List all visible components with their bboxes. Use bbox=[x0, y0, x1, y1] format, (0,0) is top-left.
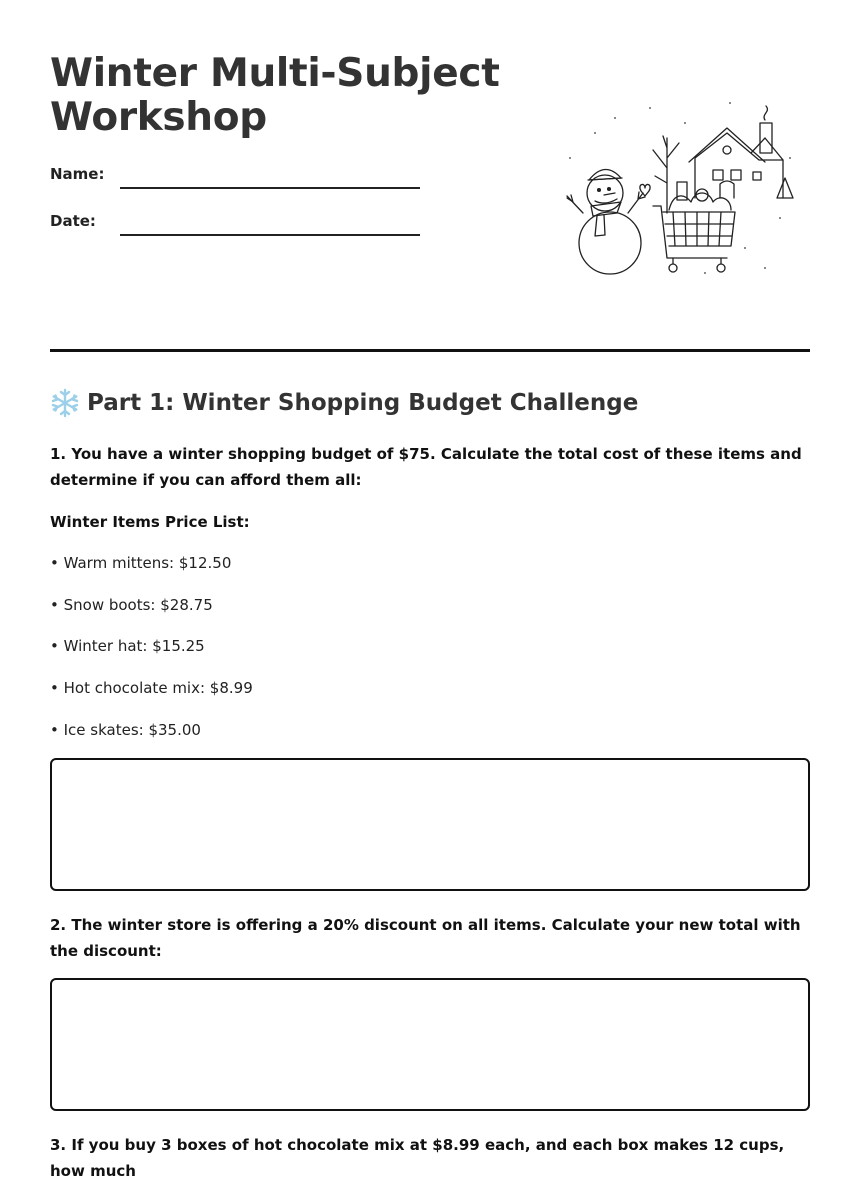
price-list-item: • Warm mittens: $12.50 bbox=[50, 554, 232, 572]
snowman-icon bbox=[567, 169, 650, 274]
answer-box-question-2[interactable] bbox=[50, 978, 810, 1111]
snow-dots-icon bbox=[569, 102, 791, 274]
date-label: Date: bbox=[50, 212, 96, 230]
answer-box-question-1[interactable] bbox=[50, 758, 810, 891]
section-heading-text: Part 1: Winter Shopping Budget Challenge bbox=[87, 390, 639, 416]
price-list-title: Winter Items Price List: bbox=[50, 513, 250, 531]
bare-tree-icon bbox=[653, 136, 679, 213]
price-list-item: • Winter hat: $15.25 bbox=[50, 637, 205, 655]
title-line-1: Winter Multi-Subject bbox=[50, 51, 500, 96]
question-3: 3. If you buy 3 boxes of hot chocolate mix at $8.99 each, and each box makes 12 cups, how much bbox=[50, 1136, 785, 1180]
winter-scene-illustration bbox=[555, 98, 800, 283]
price-list-item: • Ice skates: $35.00 bbox=[50, 721, 201, 739]
question-1: 1. You have a winter shopping budget of $75. Calculate the total cost of these items and determine if you can afford them all: bbox=[50, 445, 802, 489]
worksheet-title bbox=[50, 52, 500, 140]
section-heading-part-1 bbox=[50, 386, 638, 420]
name-field[interactable] bbox=[120, 187, 420, 189]
title-line-2: Workshop bbox=[50, 95, 267, 140]
house-icon bbox=[689, 106, 783, 198]
snowflake-icon bbox=[50, 388, 80, 418]
question-2: 2. The winter store is offering a 20% discount on all items. Calculate your new total with the discount: bbox=[50, 916, 801, 960]
price-list-item: • Snow boots: $28.75 bbox=[50, 596, 213, 614]
date-field[interactable] bbox=[120, 234, 420, 236]
pine-tree-icon bbox=[777, 178, 793, 198]
name-label: Name: bbox=[50, 165, 105, 183]
section-divider bbox=[50, 349, 810, 352]
price-list-item: • Hot chocolate mix: $8.99 bbox=[50, 679, 253, 697]
shopping-cart-icon bbox=[653, 182, 735, 272]
